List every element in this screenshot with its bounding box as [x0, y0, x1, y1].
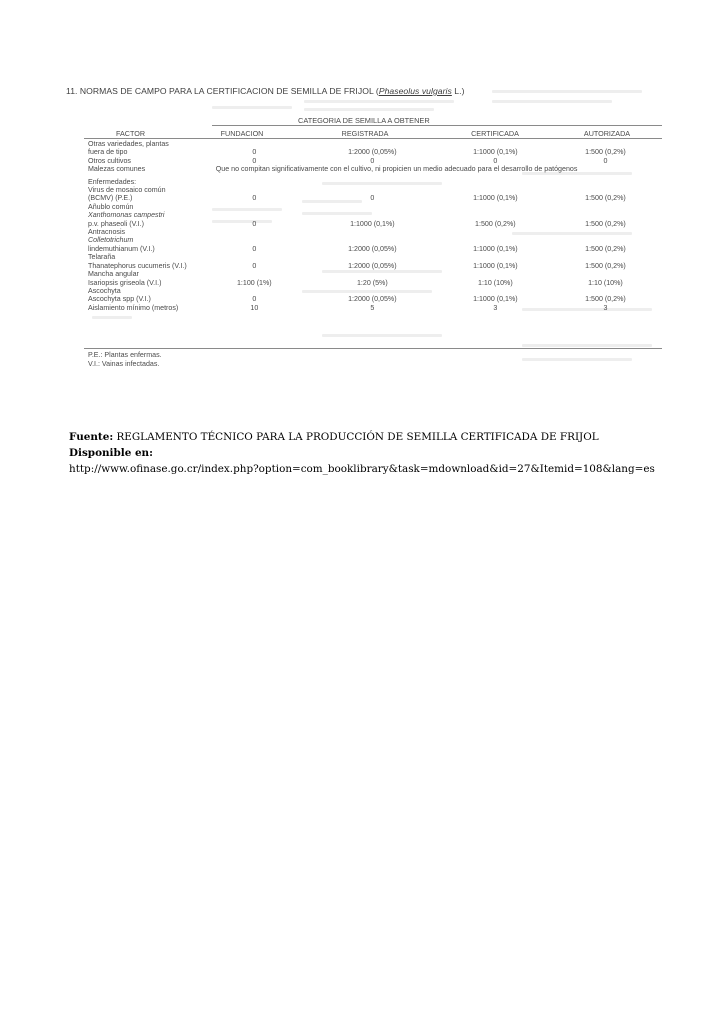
autorizada-cell: 1:500 (0,2%)	[585, 261, 626, 270]
table-bottom-rule	[84, 348, 662, 349]
factor-cell: Ascochyta spp (V.I.)	[88, 295, 151, 304]
autorizada-cell	[547, 186, 664, 194]
table-row	[88, 304, 664, 312]
table-row	[88, 245, 664, 253]
certificada-cell	[444, 253, 547, 261]
column-header-certificada: CERTIFICADA	[471, 129, 519, 138]
factor-cell: lindemuthianum (V.I.)	[88, 244, 155, 253]
factor-cell: Telaraña	[88, 253, 116, 262]
certificada-cell	[444, 236, 547, 244]
factor-cell: Colletotrichum	[88, 236, 134, 245]
table-row	[88, 157, 664, 165]
certificada-cell: 0	[493, 156, 498, 165]
autorizada-cell	[547, 203, 664, 211]
table-row	[88, 262, 664, 270]
fundacion-cell: 0	[252, 244, 257, 253]
table-row	[88, 228, 664, 236]
certification-table	[88, 140, 664, 312]
header-rule	[84, 138, 662, 139]
registrada-cell	[301, 203, 444, 211]
spanning-note-cell: Que no compitan significativamente con el cultivo, ni propicien un medio adecuado para el desarrollo de patógenos	[215, 165, 578, 174]
registrada-cell	[301, 178, 444, 186]
fundacion-cell	[208, 253, 301, 261]
fundacion-cell	[208, 140, 301, 148]
factor-cell: Antracnosis	[88, 228, 126, 237]
certificada-cell: 1:500 (0,2%)	[475, 219, 516, 228]
factor-cell: Thanatephorus cucumeris (V.I.)	[88, 261, 187, 270]
registrada-cell: 1:1000 (0,1%)	[350, 219, 395, 228]
column-header-fundacion: FUNDACION	[220, 129, 264, 138]
autorizada-cell: 1:500 (0,2%)	[585, 244, 626, 253]
column-header-registrada: REGISTRADA	[341, 129, 389, 138]
certificada-cell	[444, 211, 547, 219]
autorizada-cell: 1:500 (0,2%)	[585, 295, 626, 304]
registrada-cell: 1:2000 (0,05%)	[348, 244, 397, 253]
autorizada-cell: 3	[603, 303, 608, 312]
table-row	[88, 211, 664, 219]
autorizada-cell	[547, 140, 664, 148]
table-row	[88, 165, 664, 173]
factor-cell: Virus de mosaico común	[88, 186, 166, 195]
certificada-cell	[444, 178, 547, 186]
table-row	[88, 186, 664, 194]
fundacion-cell	[208, 228, 301, 236]
factor-cell: Aislamiento mínimo (metros)	[88, 303, 179, 312]
table-row	[88, 178, 664, 186]
registrada-cell	[301, 236, 444, 244]
note-pe: P.E.: Plantas enfermas.	[88, 351, 162, 359]
available-label: Disponible en:	[69, 447, 153, 459]
autorizada-cell: 0	[603, 156, 608, 165]
certificada-cell	[444, 203, 547, 211]
fundacion-cell	[208, 211, 301, 219]
species-name: Phaseolus vulgaris	[378, 86, 452, 96]
source-line	[69, 429, 655, 445]
autorizada-cell: 1:500 (0,2%)	[585, 219, 626, 228]
table-row	[88, 295, 664, 303]
table-row	[88, 220, 664, 228]
table-notes	[88, 351, 162, 369]
fundacion-cell: 0	[252, 261, 257, 270]
registrada-cell	[301, 270, 444, 278]
table-row	[88, 140, 664, 148]
fundacion-cell: 0	[252, 194, 257, 203]
fundacion-cell	[208, 270, 301, 278]
registrada-cell: 5	[370, 303, 375, 312]
autorizada-cell	[547, 253, 664, 261]
factor-cell: p.v. phaseoli (V.I.)	[88, 219, 144, 228]
certificada-cell	[444, 270, 547, 278]
registrada-cell: 0	[370, 156, 375, 165]
registrada-cell	[301, 253, 444, 261]
autorizada-cell	[547, 178, 664, 186]
autorizada-cell: 1:500 (0,2%)	[585, 194, 626, 203]
factor-cell: Otros cultivos	[88, 156, 131, 165]
fundacion-cell: 1:100 (1%)	[236, 278, 272, 287]
autorizada-cell: 1:10 (10%)	[588, 278, 623, 287]
note-vi: V.I.: Vainas infectadas.	[88, 360, 160, 368]
table-row	[88, 236, 664, 244]
fundacion-cell	[208, 203, 301, 211]
registrada-cell	[301, 186, 444, 194]
fundacion-cell	[208, 236, 301, 244]
fundacion-cell	[208, 178, 301, 186]
registrada-cell	[301, 211, 444, 219]
table-row	[88, 270, 664, 278]
fundacion-cell	[208, 186, 301, 194]
factor-cell: Otras variedades, plantas	[88, 140, 169, 148]
table-heading: 11. NORMAS DE CAMPO PARA LA CERTIFICACION DE SEMILLA DE FRIJOL (Phaseolus vulgaris L.)	[66, 86, 465, 96]
factor-cell: fuera de tipo	[88, 148, 128, 157]
autorizada-cell	[547, 270, 664, 278]
column-header-factor: FACTOR	[116, 129, 146, 138]
certificada-cell: 3	[493, 303, 498, 312]
table-row	[88, 253, 664, 261]
available-line	[69, 445, 655, 461]
autorizada-cell	[547, 236, 664, 244]
table-row	[88, 148, 664, 156]
factor-cell: Xanthomonas campestri	[88, 211, 165, 220]
factor-cell: Ascochyta	[88, 286, 121, 295]
fundacion-cell: 0	[252, 219, 257, 228]
source-citation	[69, 429, 655, 477]
fundacion-cell	[208, 287, 301, 295]
certificada-cell	[444, 287, 547, 295]
factor-cell: (BCMV) (P.E.)	[88, 194, 133, 203]
fundacion-cell: 0	[252, 295, 257, 304]
registrada-cell	[301, 140, 444, 148]
certificada-cell: 1:1000 (0,1%)	[473, 194, 518, 203]
table-row	[88, 279, 664, 287]
table-row	[88, 287, 664, 295]
registrada-cell: 1:2000 (0,05%)	[348, 295, 397, 304]
factor-cell: Malezas comunes	[88, 165, 146, 174]
table-row	[88, 194, 664, 202]
fundacion-cell: 0	[252, 148, 257, 157]
source-text: REGLAMENTO TÉCNICO PARA LA PRODUCCIÓN DE SEMILLA CERTIFICADA DE FRIJOL	[113, 431, 599, 443]
certificada-cell: 1:1000 (0,1%)	[473, 295, 518, 304]
scanned-table-image	[62, 82, 664, 382]
certificada-cell: 1:1000 (0,1%)	[473, 244, 518, 253]
certificada-cell: 1:10 (10%)	[478, 278, 513, 287]
fundacion-cell: 0	[252, 156, 257, 165]
registrada-cell: 1:2000 (0,05%)	[348, 261, 397, 270]
registrada-cell: 1:2000 (0,05%)	[348, 148, 397, 157]
certificada-cell: 1:1000 (0,1%)	[473, 148, 518, 157]
registrada-cell	[301, 287, 444, 295]
table-row	[88, 203, 664, 211]
factor-cell: Mancha angular	[88, 270, 139, 279]
registrada-cell: 1:20 (5%)	[356, 278, 388, 287]
registrada-cell	[301, 228, 444, 236]
autorizada-cell	[547, 228, 664, 236]
factor-cell: Añublo común	[88, 202, 134, 211]
certificada-cell	[444, 186, 547, 194]
autorizada-cell	[547, 287, 664, 295]
category-rule	[212, 125, 662, 126]
factor-cell: Enfermedades:	[88, 177, 137, 186]
certificada-cell	[444, 140, 547, 148]
factor-cell: Isariopsis griseola (V.I.)	[88, 278, 162, 287]
autorizada-cell: 1:500 (0,2%)	[585, 148, 626, 157]
autorizada-cell	[547, 211, 664, 219]
source-url[interactable]: http://www.ofinase.go.cr/index.php?option=com_booklibrary&task=mdownload&id=27&Itemid=108&lang=es	[69, 463, 655, 475]
certificada-cell	[444, 228, 547, 236]
registrada-cell: 0	[370, 194, 375, 203]
source-label: Fuente:	[69, 431, 114, 443]
category-title: CATEGORIA DE SEMILLA A OBTENER	[298, 116, 430, 125]
fundacion-cell: 10	[250, 303, 259, 312]
certificada-cell: 1:1000 (0,1%)	[473, 261, 518, 270]
column-header-autorizada: AUTORIZADA	[583, 129, 631, 138]
